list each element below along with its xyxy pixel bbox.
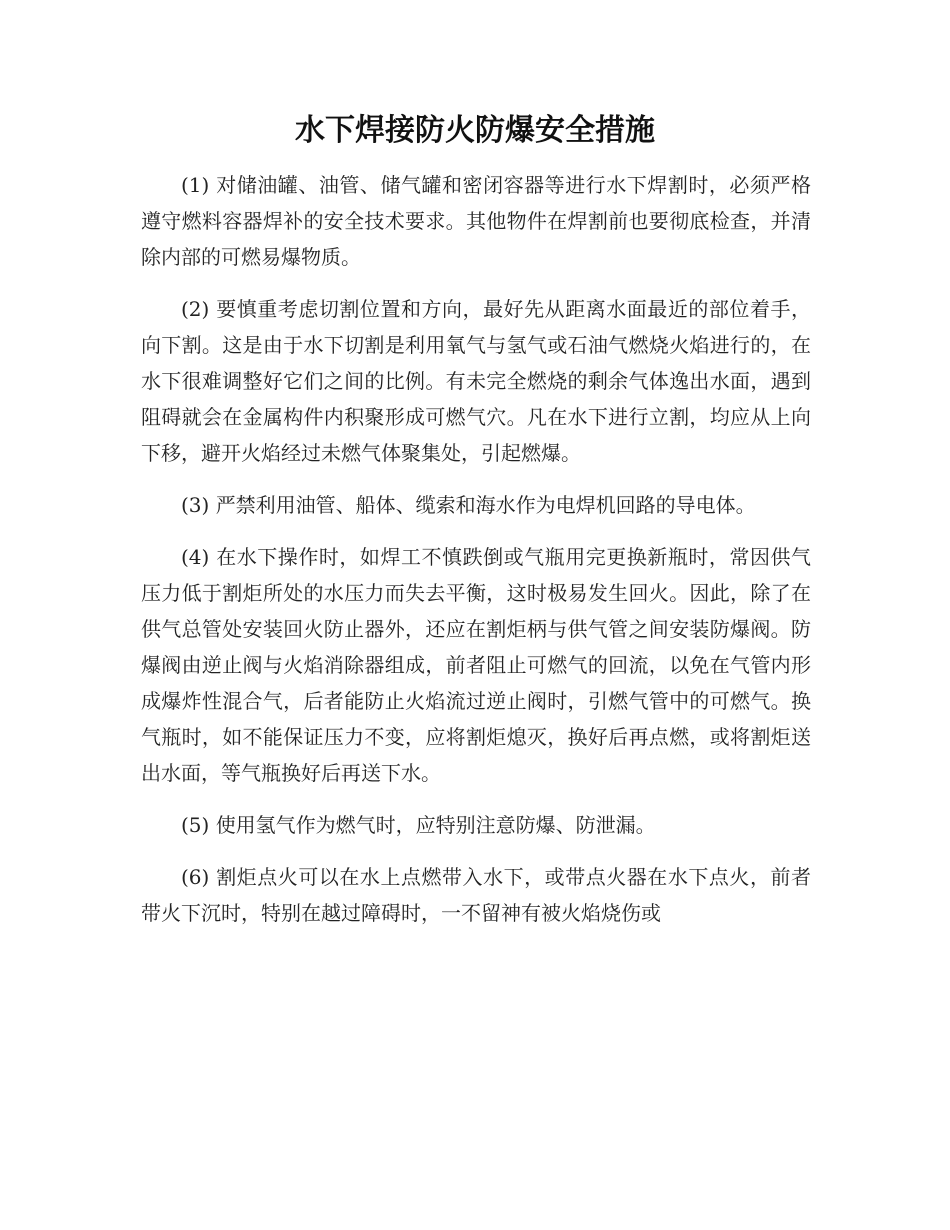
document-title: 水下焊接防火防爆安全措施 [295, 113, 655, 148]
paragraph-5: (5) 使用氢气作为燃气时，应特别注意防爆、防泄漏。 [181, 813, 656, 837]
paragraph-1: (1) 对储油罐、油管、储气罐和密闭容器等进行水下焊割时，必须严格遵守燃料容器焊补的安全技术要求。其他物件在焊割前也要彻底检查，并清除内部的可燃易爆物质。 [141, 173, 811, 269]
paragraph-3: (3) 严禁利用油管、船体、缆索和海水作为电焊机回路的导电体。 [181, 493, 756, 517]
paragraph-6: (6) 割炬点火可以在水上点燃带入水下，或带点火器在水下点火，前者带火下沉时，特别在越过障碍时，一不留神有被火焰烧伤或 [141, 865, 811, 925]
paragraph-2: (2) 要慎重考虑切割位置和方向，最好先从距离水面最近的部位着手，向下割。这是由于水下切割是利用氧气与氢气或石油气燃烧火焰进行的，在水下很难调整好它们之间的比例。有未完全燃烧的剩余气体逸出水面，遇到阻碍就会在金属构件内积聚形成可燃气穴。凡在水下进行立割，均应从上向下移，避开火焰经过未燃气体聚集处，引起燃爆。 [141, 297, 811, 465]
paragraph-4: (4) 在水下操作时，如焊工不慎跌倒或气瓶用完更换新瓶时，常因供气压力低于割炬所处的水压力而失去平衡，这时极易发生回火。因此，除了在供气总管处安装回火防止器外，还应在割炬柄与供气管之间安装防爆阀。防爆阀由逆止阀与火焰消除器组成，前者阻止可燃气的回流，以免在气管内形成爆炸性混合气，后者能防止火焰流过逆止阀时，引燃气管中的可燃气。换气瓶时，如不能保证压力不变，应将割炬熄灭，换好后再点燃，或将割炬送出水面，等气瓶换好后再送下水。 [141, 545, 811, 785]
document-body [141, 167, 811, 947]
